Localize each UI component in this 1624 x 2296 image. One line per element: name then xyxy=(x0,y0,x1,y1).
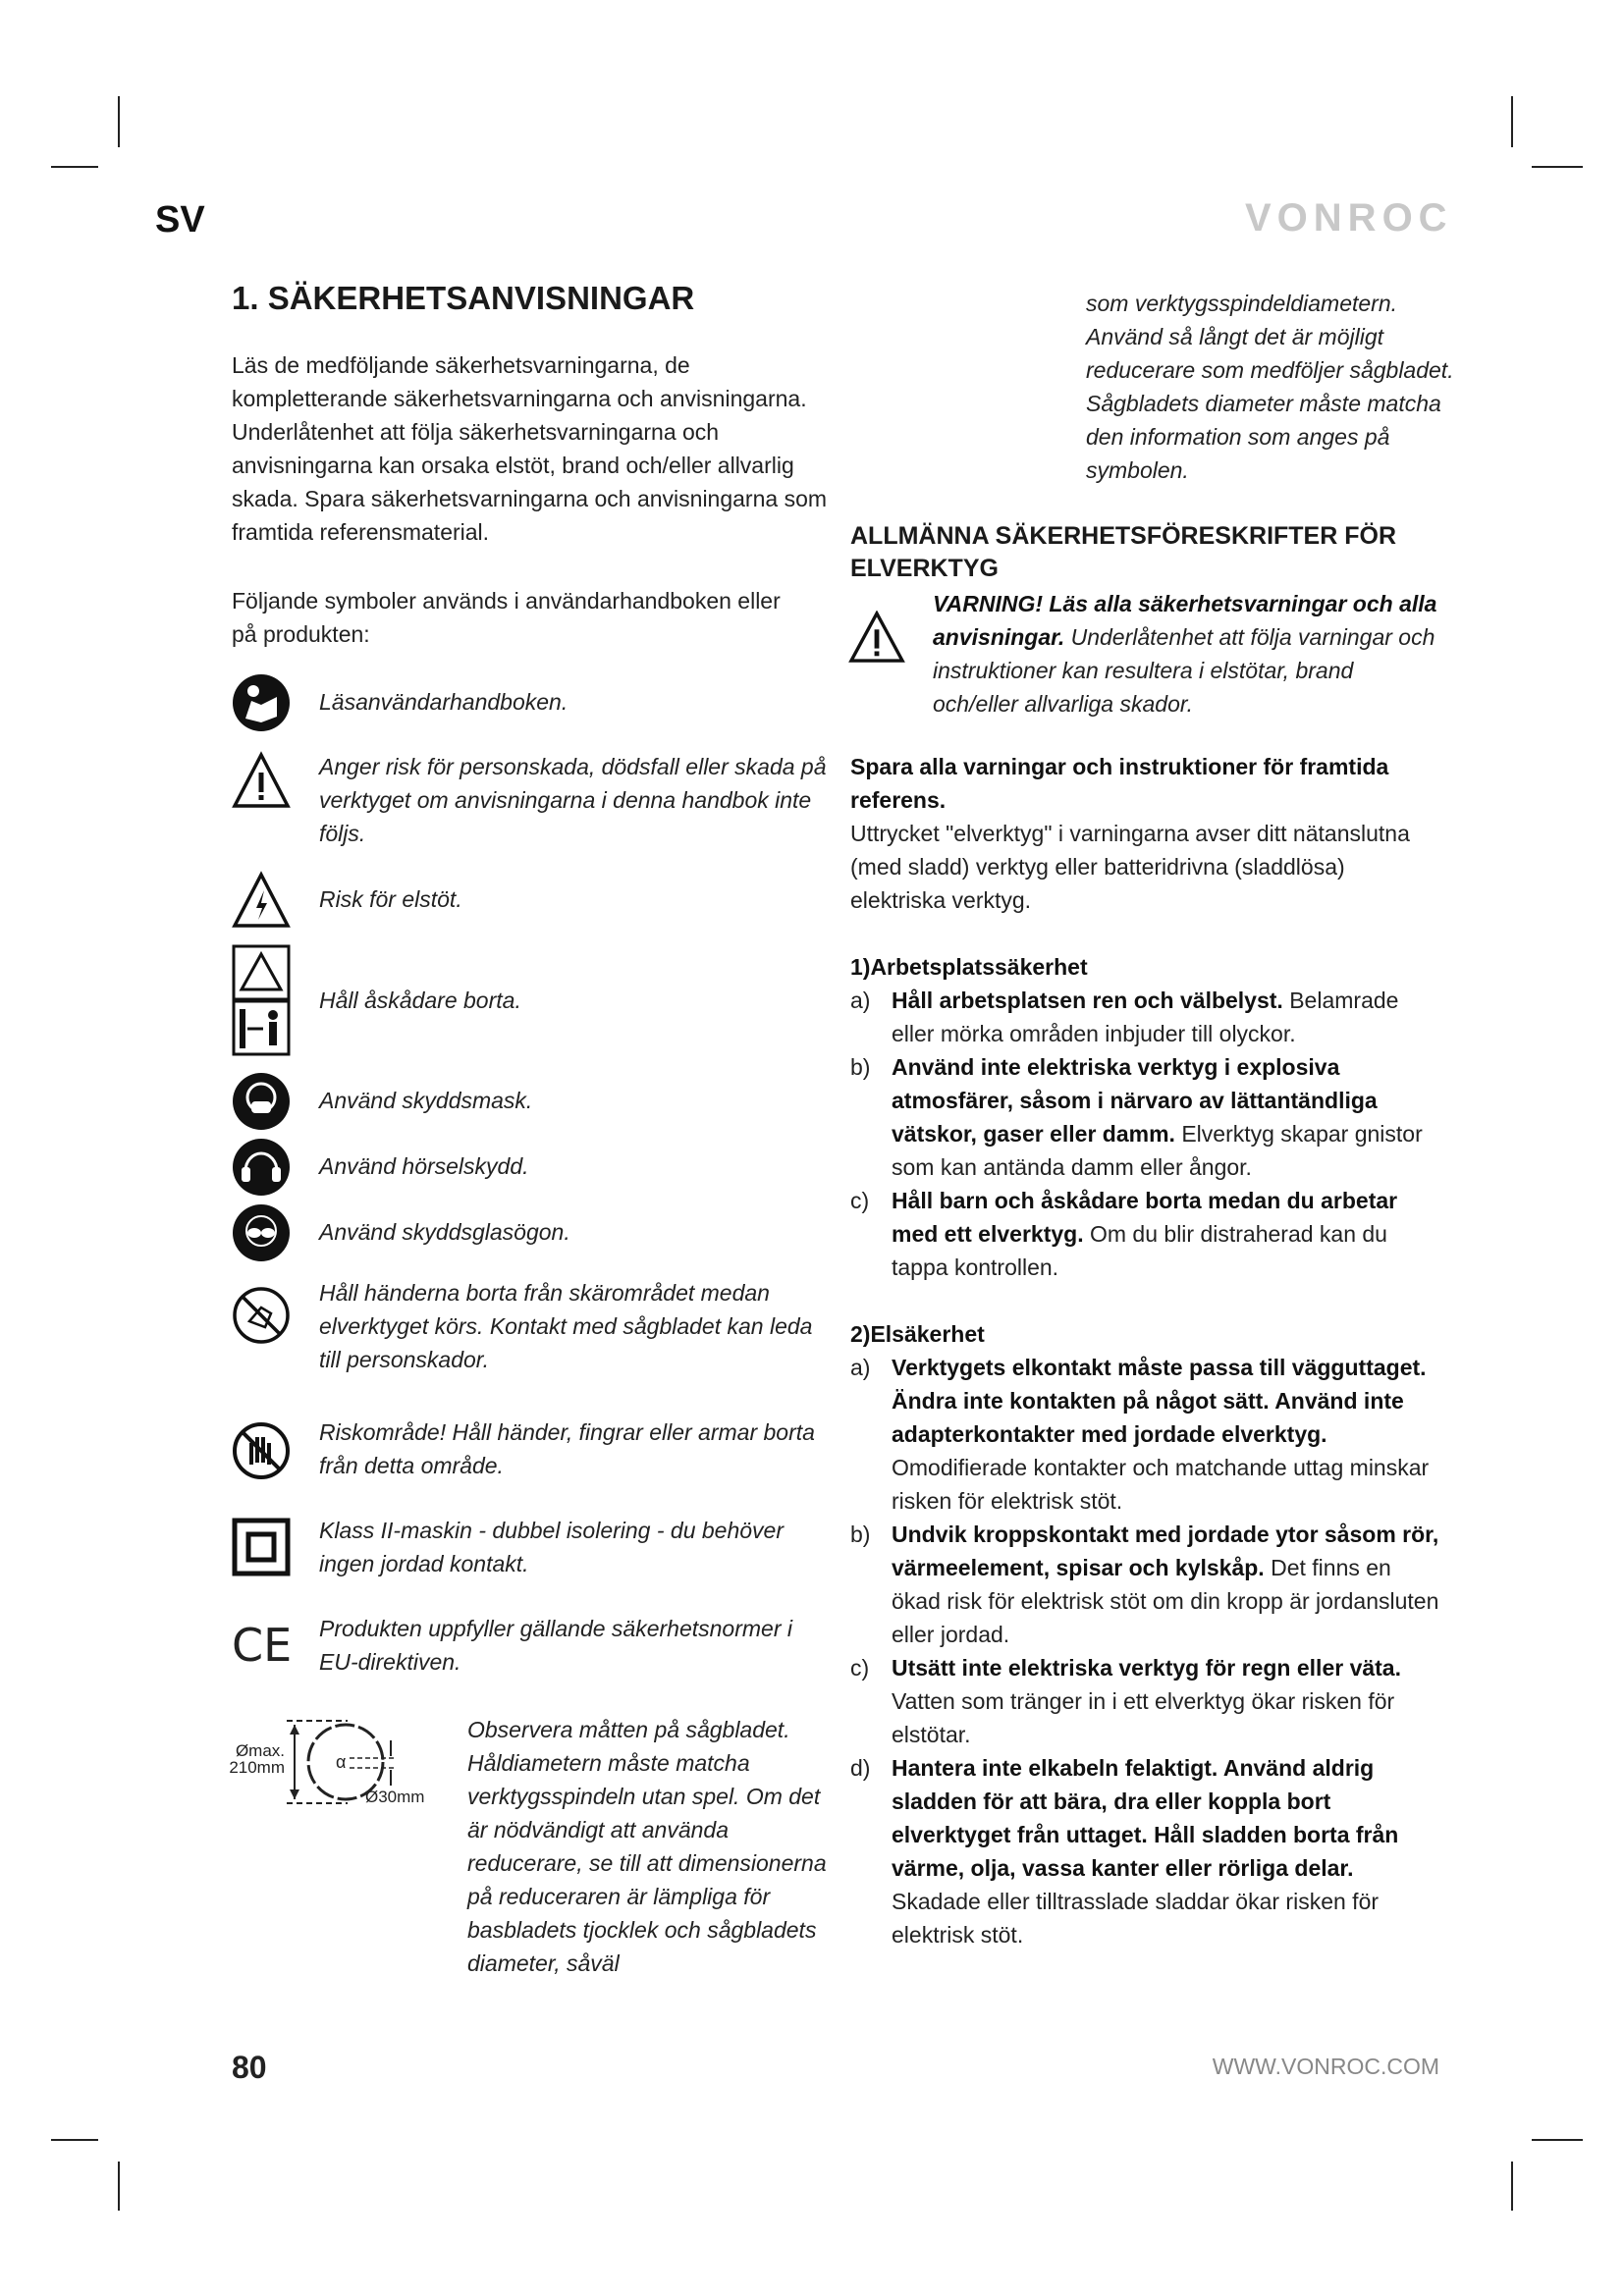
ear-protection-icon xyxy=(232,1138,291,1197)
list-item xyxy=(850,1751,1439,1951)
keep-hands-away-icon xyxy=(232,1286,291,1345)
electric-shock-icon xyxy=(232,871,291,930)
general-safety-heading: ALLMÄNNA SÄKERHETSFÖRESKRIFTER FÖR ELVERKTYG xyxy=(850,522,1397,582)
blade-text-continued: som verktygsspindeldiametern. Använd så långt det är möjligt reducerare som medföljer sågbladet. Sågbladets diameter måste matcha den information som anges på symbolen. xyxy=(1086,291,1454,483)
item-label: b) xyxy=(850,1054,871,1080)
item-label: a) xyxy=(850,1355,871,1380)
list-item xyxy=(850,1050,1439,1184)
warning-block xyxy=(850,587,1439,721)
page-number: 80 xyxy=(232,2050,267,2085)
crop-mark xyxy=(1511,96,1513,147)
item-text: Belamrade eller mörka områden inbjuder till olyckor. xyxy=(892,988,1399,1046)
right-column xyxy=(850,287,1454,1951)
intro-paragraph: Läs de medföljande säkerhetsvarningarna, de kompletterande säkerhetsvarningarna och anvisningarna. Underlåtenhet att följa säkerhetsvarningarna och anvisningarna kan orsaka elstöt, brand och/eller allvarlig skada. Spara säkerhetsvarningarna och anvisningarna som framtida referensmaterial. xyxy=(232,352,828,545)
crop-mark xyxy=(1511,2162,1513,2211)
item-text: Elverktyg skapar gnistor som kan antända damm eller ångor. xyxy=(892,1121,1423,1180)
item-text: Vatten som tränger in i ett elverktyg ökar risken för elstötar. xyxy=(892,1688,1395,1747)
item-label: d) xyxy=(850,1755,871,1781)
read-manual-icon xyxy=(232,673,291,732)
crop-mark xyxy=(118,2162,120,2211)
section-heading: 2)Elsäkerhet xyxy=(850,1321,985,1347)
item-bold: Utsätt inte elektriska verktyg för regn eller väta. xyxy=(892,1655,1401,1681)
item-bold: Använd inte elektriska verktyg i explosiva atmosfärer, såsom i närvaro av lättantändliga vätskor, gaser eller damm. xyxy=(892,1054,1378,1147)
keep-bystanders-away-icon xyxy=(232,944,291,1056)
list-item xyxy=(850,1651,1439,1751)
website-link[interactable]: WWW.VONROC.COM xyxy=(1212,2054,1439,2079)
svg-text:α: α xyxy=(336,1752,347,1772)
language-code: SV xyxy=(155,199,205,240)
item-label: c) xyxy=(850,1655,870,1681)
crop-mark xyxy=(51,166,98,168)
list-item xyxy=(850,1351,1439,1518)
crop-mark xyxy=(118,96,120,147)
item-text: Skadade eller tilltrasslade sladdar ökar risken för elektrisk stöt. xyxy=(892,1889,1380,1948)
item-text: Om du blir distraherad kan du tappa kontrollen. xyxy=(892,1221,1387,1280)
item-text: Omodifierade kontakter och matchande uttag minskar risken för elektrisk stöt. xyxy=(892,1455,1430,1514)
crop-mark xyxy=(1532,2139,1583,2141)
max-diameter-value: 210mm xyxy=(229,1758,285,1777)
item-label: a) xyxy=(850,988,871,1013)
class-ii-icon xyxy=(232,1518,291,1576)
section-title: 1. SÄKERHETSANVISNINGAR xyxy=(232,280,695,316)
crop-mark xyxy=(51,2139,98,2141)
section-heading: 1)Arbetsplatssäkerhet xyxy=(850,954,1088,980)
crop-mark xyxy=(1532,166,1583,168)
item-bold: Verktygets elkontakt måste passa till vägguttaget. Ändra inte kontakten på något sätt. Använd inte adapterkontakter med jordade elverktyg. xyxy=(892,1355,1427,1447)
item-bold: Håll arbetsplatsen ren och välbelyst. xyxy=(892,988,1283,1013)
saw-blade-diagram-icon xyxy=(220,1713,426,1811)
item-bold: Håll barn och åskådare borta medan du arbetar med ett elverktyg. xyxy=(892,1188,1398,1247)
item-label: c) xyxy=(850,1188,870,1213)
list-item xyxy=(850,984,1439,1050)
warning-text: Underlåtenhet att följa varningar och instruktioner kan resultera i elstötar, brand och/eller allvarliga skador. xyxy=(933,624,1435,717)
warning-bold: VARNING! Läs alla säkerhetsvarningar och alla anvisningar. xyxy=(933,591,1437,650)
warning-icon xyxy=(848,611,905,664)
item-label: b) xyxy=(850,1522,871,1547)
symbols-intro: Följande symboler används i användarhandboken eller på produkten: xyxy=(232,588,781,647)
save-instructions-bold: Spara alla varningar och instruktioner för framtida referens. xyxy=(850,754,1389,813)
warning-icon xyxy=(232,751,291,810)
no-hands-icon xyxy=(232,1421,291,1480)
list-item xyxy=(850,1518,1439,1651)
dust-mask-icon xyxy=(232,1072,291,1131)
list-item xyxy=(850,1184,1439,1284)
safety-glasses-icon xyxy=(232,1203,291,1262)
save-instructions-text: Uttrycket "elverktyg" i varningarna avser ditt nätanslutna (med sladd) verktyg eller batteridrivna (sladdlösa) elektriska verktyg. xyxy=(850,821,1410,913)
item-bold: Undvik kroppskontakt med jordade ytor såsom rör, värmeelement, spisar och kylskåp. xyxy=(892,1522,1439,1580)
bore-diameter-label: Ø30mm xyxy=(365,1788,425,1806)
max-diameter-label: Ømax. xyxy=(235,1741,285,1760)
item-bold: Hantera inte elkabeln felaktigt. Använd aldrig sladden för att bära, dra eller koppla bort elverktyget från uttaget. Håll sladden borta från värme, olja, vassa kanter eller rörliga delar. xyxy=(892,1755,1399,1881)
ce-mark-icon: CE xyxy=(232,1619,293,1672)
item-text: Det finns en ökad risk för elektrisk stöt om din kropp är jordansluten eller jordad. xyxy=(892,1555,1439,1647)
brand-logo: VONROC xyxy=(1245,196,1453,240)
